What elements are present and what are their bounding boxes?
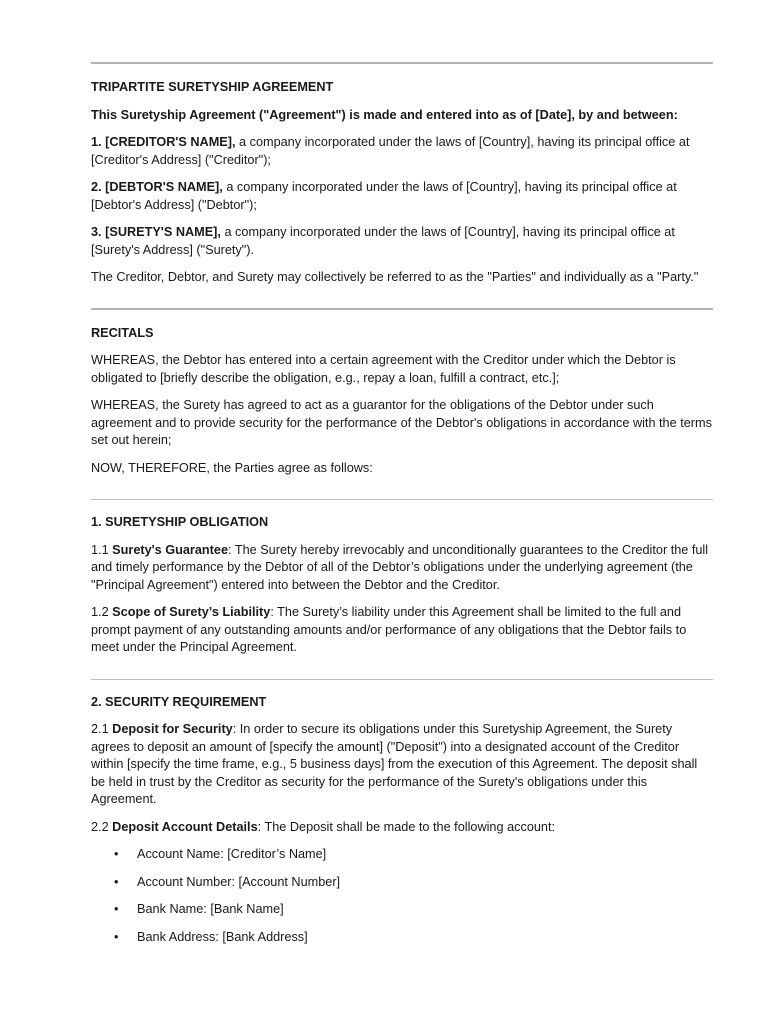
party-debtor (91, 179, 713, 214)
divider-recitals (91, 308, 713, 310)
clause-title: Scope of Surety’s Liability (112, 605, 271, 619)
clause-number: 2.1 (91, 722, 113, 736)
section-1-heading: 1. SURETYSHIP OBLIGATION (91, 515, 269, 529)
clause-title: Deposit Account Details (112, 819, 258, 834)
document-title: TRIPARTITE SURETYSHIP AGREEMENT (91, 80, 334, 94)
list-item (91, 874, 713, 902)
document-page (91, 62, 713, 956)
intro-paragraph: This Suretyship Agreement ("Agreement") is made and entered into as of [Date], by and between: (91, 107, 678, 122)
list-item-text: Account Number: [Account Number] (137, 874, 341, 889)
clause-number: 1.1 (91, 542, 113, 557)
collective-definition: The Creditor, Debtor, and Surety may collectively be referred to as the "Parties" and individually as a "Party." (91, 270, 699, 284)
clause-number: 1.2 (91, 605, 113, 619)
clause-1-2 (91, 604, 713, 657)
party-text: a company incorporated under the laws of [Country], having its principal office at [Debtor's Address] ("Debtor"); (91, 180, 677, 212)
party-text: a company incorporated under the laws of [Country], having its principal office at [Creditor's Address] ("Creditor"); (91, 135, 690, 167)
party-number: 1. (91, 135, 102, 149)
clause-text: : The Deposit shall be made to the following account: (257, 819, 556, 834)
recitals-heading: RECITALS (91, 325, 154, 340)
list-item (91, 846, 713, 874)
recital-paragraph: WHEREAS, the Debtor has entered into a certain agreement with the Creditor under which the Debtor is obligated to [briefly describe the obligation, e.g., repay a loan, fulfill a contract, etc.]; (91, 353, 676, 385)
party-number: 2. (91, 180, 102, 194)
bullet-icon: • (114, 902, 119, 916)
clause-title: Surety's Guarantee (112, 542, 229, 557)
clause-2-2 (91, 819, 713, 837)
top-divider (91, 62, 713, 64)
party-name: [DEBTOR'S NAME], (105, 180, 223, 194)
bullet-icon: • (114, 874, 119, 889)
clause-text: : In order to secure its obligations under this Suretyship Agreement, the Surety agrees to deposit an amount of [specify the amount] ("Deposit") into a designated account of the Creditor within [specify the time frame, e.g., 5 business days] from the execution of this Agreement. The deposit shall be held in trust by the Creditor as security for the performance of the Surety's obligations under this Agreement. (91, 722, 698, 806)
clause-text: : The Surety hereby irrevocably and unconditionally guarantees to the Creditor the full and timely performance by the Debtor of all of the Debtor’s obligations under the underlying agreement (the "Principal Agreement") entered into between the Debtor and the Creditor. (91, 542, 709, 592)
divider-section-2 (91, 679, 713, 680)
party-text: a company incorporated under the laws of [Country], having its principal office at [Surety's Address] ("Surety"). (91, 225, 675, 257)
deposit-account-list (91, 846, 713, 956)
party-creditor (91, 134, 713, 169)
party-name: [CREDITOR'S NAME], (105, 135, 236, 149)
clause-text: : The Surety’s liability under this Agreement shall be limited to the full and prompt payment of any outstanding amounts and/or performance of any obligations that the Debtor fails to meet under the Principal Agreement. (91, 605, 687, 654)
party-name: [SURETY'S NAME], (105, 225, 221, 239)
party-number: 3. (91, 225, 102, 239)
bullet-icon: • (114, 847, 119, 861)
list-item-text: Bank Name: [Bank Name] (137, 902, 284, 916)
divider-section-1 (91, 499, 713, 500)
clause-1-1 (91, 542, 713, 595)
party-surety (91, 224, 713, 259)
clause-title: Deposit for Security (112, 722, 233, 736)
list-item-text: Bank Address: [Bank Address] (137, 929, 308, 944)
recital-paragraph: WHEREAS, the Surety has agreed to act as a guarantor for the obligations of the Debtor under such agreement and to provide security for the performance of the Debtor's obligations in accordance with the terms set out herein; (91, 398, 712, 447)
clause-number: 2.2 (91, 819, 113, 834)
clause-2-1 (91, 721, 713, 809)
list-item (91, 901, 713, 929)
bullet-icon: • (114, 929, 119, 944)
section-2-heading: 2. SECURITY REQUIREMENT (91, 694, 267, 709)
recital-conclusion: NOW, THEREFORE, the Parties agree as follows: (91, 460, 373, 475)
list-item-text: Account Name: [Creditor’s Name] (137, 847, 327, 861)
list-item (91, 929, 713, 957)
